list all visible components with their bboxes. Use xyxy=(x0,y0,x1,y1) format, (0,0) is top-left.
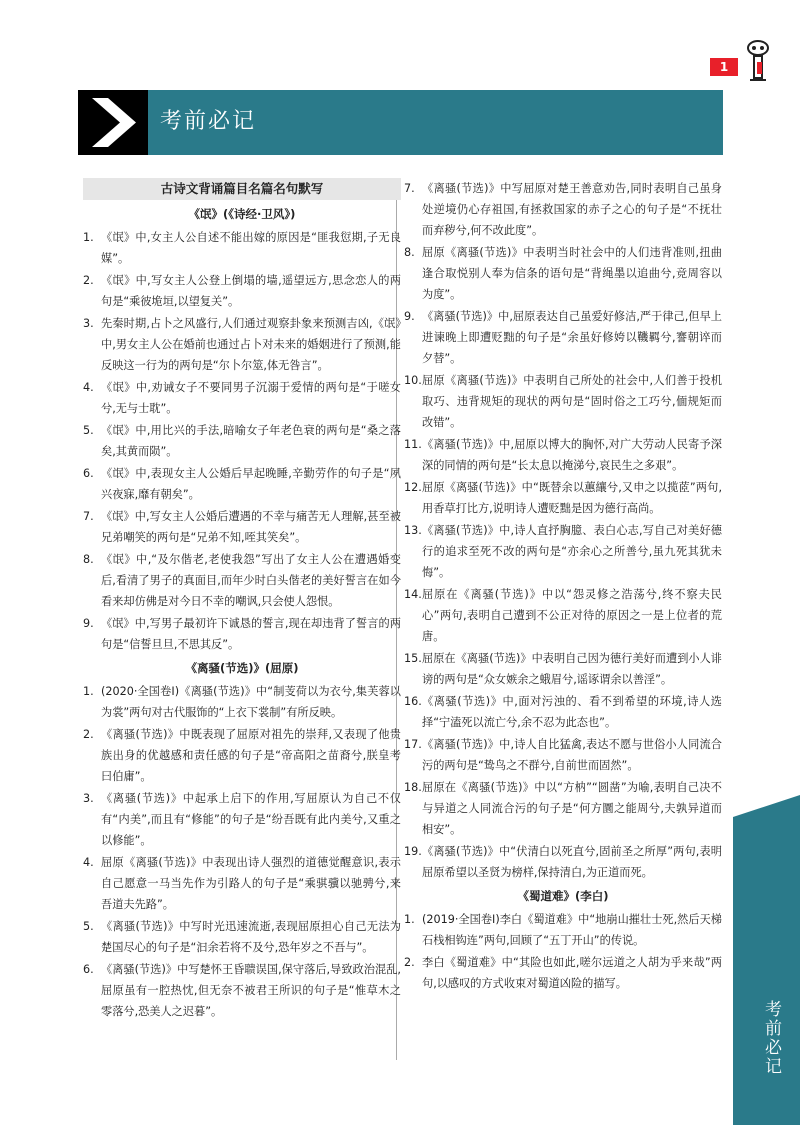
item-number: 5. xyxy=(83,424,94,437)
item-text: 《离骚(节选)》中写楚怀王昏聩误国,保守落后,导致政治混乱,屈原虽有一腔热忱,但无奈不被君王所识的句子是“惟草木之零落兮,恐美人之迟暮”。 xyxy=(101,963,401,1018)
item-text: 《离骚(节选)》中写屈原对楚王善意劝告,同时表明自己虽身处逆境仍心存祖国,有拯救国家的赤子之心的句子是“不抚壮而弃秽兮,何不改此度”。 xyxy=(422,182,722,237)
item-number: 12. xyxy=(404,481,422,494)
item-text: 李白《蜀道难》中“其险也如此,嗟尔远道之人胡为乎来哉”两句,以感叹的方式收束对蜀道凶险的描写。 xyxy=(422,956,722,990)
item-text: 屈原《离骚(节选)》中表现出诗人强烈的道德觉醒意识,表示自己愿意一马当先作为引路人的句子是“乘骐骥以驰骋兮,来吾道夫先路”。 xyxy=(101,856,401,911)
item-number: 9. xyxy=(404,310,415,323)
list-item xyxy=(83,463,401,505)
item-text: 《离骚(节选)》中写时光迅速流逝,表现屈原担心自己无法为楚国尽心的句子是“汩余若将不及兮,恐年岁之不吾与”。 xyxy=(101,920,401,954)
item-number: 4. xyxy=(83,856,94,869)
item-number: 9. xyxy=(83,617,94,630)
item-text: (2020·全国卷Ⅰ)《离骚(节选)》中“制芰荷以为衣兮,集芙蓉以为裳”两句对古代服饰的“上衣下裳制”有所反映。 xyxy=(101,685,401,719)
item-number: 1. xyxy=(83,685,94,698)
item-text: 屈原《离骚(节选)》中“既替余以蕙纕兮,又申之以揽茝”两句,用香草打比方,说明诗人遭贬黜是因为德行高尚。 xyxy=(422,481,722,515)
item-number: 13. xyxy=(404,524,422,537)
list-item xyxy=(404,242,722,305)
item-text: 《氓》中,写男子最初许下诚恳的誓言,现在却违背了誓言的两句是“信誓旦旦,不思其反”。 xyxy=(101,617,401,651)
item-number: 5. xyxy=(83,920,94,933)
item-number: 2. xyxy=(404,956,415,969)
item-text: 《离骚(节选)》中“伏清白以死直兮,固前圣之所厚”两句,表明屈原希望以圣贤为榜样,保持清白,为正道而死。 xyxy=(422,845,722,879)
item-text: 《氓》中,用比兴的手法,暗喻女子年老色衰的两句是“桑之落矣,其黄而陨”。 xyxy=(101,424,401,458)
list-item xyxy=(83,313,401,376)
item-text: 屈原在《离骚(节选)》中表明自己因为德行美好而遭到小人诽谤的两句是“众女嫉余之蛾眉兮,谣诼谓余以善淫”。 xyxy=(422,652,722,686)
item-number: 1. xyxy=(83,231,94,244)
list-item xyxy=(404,777,722,840)
item-number: 2. xyxy=(83,728,94,741)
item-text: 《离骚(节选)》中起承上启下的作用,写屈原认为自己不仅有“内美”,而且有“修能”的句子是“纷吾既有此内美兮,又重之以修能”。 xyxy=(101,792,401,847)
list-item xyxy=(83,549,401,612)
item-number: 6. xyxy=(83,467,94,480)
list-item xyxy=(83,613,401,655)
item-text: 屈原《离骚(节选)》中表明自己所处的社会中,人们善于投机取巧、违背规矩的现状的两句是“固时俗之工巧兮,偭规矩而改错”。 xyxy=(422,374,722,429)
list-item xyxy=(83,270,401,312)
item-text: 《离骚(节选)》中,屈原以博大的胸怀,对广大劳动人民寄予深深的同情的两句是“长太息以掩涕兮,哀民生之多艰”。 xyxy=(422,438,722,472)
list-item xyxy=(404,691,722,733)
item-number: 6. xyxy=(83,963,94,976)
item-text: 《氓》中,写女主人公婚后遭遇的不幸与痛苦无人理解,甚至被兄弟嘲笑的两句是“兄弟不知,咥其笑矣”。 xyxy=(101,510,401,544)
chevron-right-icon xyxy=(78,90,148,155)
list-item xyxy=(404,841,722,883)
list-item xyxy=(404,952,722,994)
mascot-icon xyxy=(740,38,776,86)
text-heading: 《离骚(节选)》(屈原) xyxy=(185,661,299,675)
item-number: 4. xyxy=(83,381,94,394)
list-item xyxy=(83,852,401,915)
item-number: 7. xyxy=(404,182,415,195)
item-number: 8. xyxy=(404,246,415,259)
list-item xyxy=(83,227,401,269)
list-item xyxy=(404,584,722,647)
page-number: 1 xyxy=(710,58,738,76)
left-groups xyxy=(83,204,401,1022)
item-text: 《氓》中,女主人公自述不能出嫁的原因是“匪我愆期,子无良媒”。 xyxy=(101,231,401,265)
list-item xyxy=(83,681,401,723)
item-number: 8. xyxy=(83,553,94,566)
list-item xyxy=(404,909,722,951)
right-groups xyxy=(404,178,722,994)
text-heading: 《蜀道难》(李白) xyxy=(517,889,609,903)
item-text: 《离骚(节选)》中既表现了屈原对祖先的崇拜,又表现了他贵族出身的优越感和责任感的句子是“帝高阳之苗裔兮,朕皇考曰伯庸”。 xyxy=(101,728,401,783)
item-number: 3. xyxy=(83,317,94,330)
item-text: 《氓》中,写女主人公登上倒塌的墙,遥望远方,思念恋人的两句是“乘彼垝垣,以望复关”。 xyxy=(101,274,401,308)
item-number: 16. xyxy=(404,695,422,708)
list-item xyxy=(404,434,722,476)
item-text: 《氓》中,“及尔偕老,老使我怨”写出了女主人公在遭遇婚变后,看清了男子的真面目,而年少时白头偕老的美好誓言在如今看来却仿佛是对今日不幸的嘲讽,只会使人怨恨。 xyxy=(101,553,401,608)
item-text: 屈原在《离骚(节选)》中以“怨灵修之浩荡兮,终不察夫民心”两句,表明自己遭到不公正对待的原因之一是上位者的荒唐。 xyxy=(422,588,722,643)
list-item xyxy=(404,178,722,241)
item-text: 屈原《离骚(节选)》中表明当时社会中的人们违背准则,扭曲逢合取悦别人奉为信条的语句是“背绳墨以追曲兮,竞周容以为度”。 xyxy=(422,246,722,301)
left-column xyxy=(83,178,401,1023)
list-item xyxy=(83,506,401,548)
list-item xyxy=(404,734,722,776)
item-number: 10. xyxy=(404,374,422,387)
list-item xyxy=(404,520,722,583)
side-tab-label: 考前必记 xyxy=(761,1000,781,1076)
item-text: 《离骚(节选)》中,诗人自比猛禽,表达不愿与世俗小人同流合污的两句是“鸷鸟之不群兮,自前世而固然”。 xyxy=(422,738,722,772)
item-text: 《离骚(节选)》中,面对污浊的、看不到希望的环境,诗人选择“宁溘死以流亡兮,余不忍为此态也”。 xyxy=(422,695,722,729)
item-text: 《离骚(节选)》中,诗人直抒胸臆、表白心志,写自己对美好德行的追求至死不改的两句是“亦余心之所善兮,虽九死其犹未悔”。 xyxy=(422,524,722,579)
item-text: 先秦时期,占卜之风盛行,人们通过观察卦象来预测吉凶,《氓》中,男女主人公在婚前也通过占卜对未来的婚姻进行了预测,能反映这一行为的两句是“尔卜尔筮,体无咎言”。 xyxy=(101,317,401,372)
item-number: 14. xyxy=(404,588,422,601)
list-item xyxy=(404,648,722,690)
item-number: 1. xyxy=(404,913,415,926)
page-title: 考前必记 xyxy=(160,109,257,134)
list-item xyxy=(83,788,401,851)
item-text: 屈原在《离骚(节选)》中以“方枘”“圆凿”为喻,表明自己决不与异道之人同流合污的句子是“何方圜之能周兮,夫孰异道而相安”。 xyxy=(422,781,722,836)
item-number: 19. xyxy=(404,845,422,858)
list-item xyxy=(404,306,722,369)
list-item xyxy=(83,724,401,787)
item-text: 《离骚(节选)》中,屈原表达自己虽爱好修洁,严于律己,但早上进谏晚上即遭贬黜的句子是“余虽好修姱以鞿羁兮,謇朝谇而夕替”。 xyxy=(422,310,722,365)
item-number: 15. xyxy=(404,652,422,665)
list-item xyxy=(83,420,401,462)
item-number: 11. xyxy=(404,438,422,451)
item-text: 《氓》中,劝诫女子不要同男子沉溺于爱情的两句是“于嗟女兮,无与士耽”。 xyxy=(101,381,401,415)
item-number: 7. xyxy=(83,510,94,523)
item-number: 3. xyxy=(83,792,94,805)
list-item xyxy=(83,959,401,1022)
item-number: 17. xyxy=(404,738,422,751)
list-item xyxy=(83,916,401,958)
list-item xyxy=(83,377,401,419)
section-title: 古诗文背诵篇目名篇名句默写 xyxy=(83,178,401,200)
item-number: 18. xyxy=(404,781,422,794)
item-text: (2019·全国卷Ⅰ)李白《蜀道难》中“地崩山摧壮士死,然后天梯石栈相钩连”两句,回顾了“五丁开山”的传说。 xyxy=(422,913,722,947)
item-text: 《氓》中,表现女主人公婚后早起晚睡,辛勤劳作的句子是“夙兴夜寐,靡有朝矣”。 xyxy=(101,467,401,501)
right-column xyxy=(404,178,722,995)
list-item xyxy=(404,370,722,433)
item-number: 2. xyxy=(83,274,94,287)
text-heading: 《氓》(《诗经·卫风》) xyxy=(188,207,296,221)
list-item xyxy=(404,477,722,519)
